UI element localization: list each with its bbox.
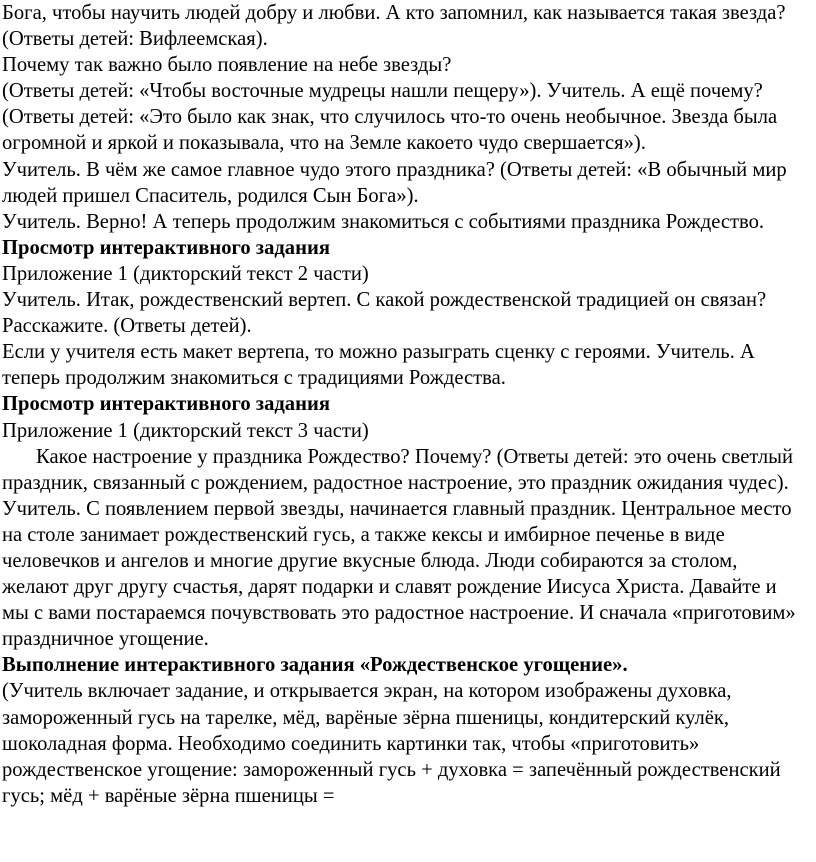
paragraph-children-answer-cave xyxy=(2,78,812,104)
text-line: Приложение 1 (дикторский текст 2 части) xyxy=(2,262,369,285)
text-line: праздник, связанный с рождением, радостное настроение, это праздник ожидания чудес). xyxy=(2,471,789,494)
text-line: гусь; мёд + варёные зёрна пшеницы = xyxy=(2,784,335,807)
heading-text: Просмотр интерактивного задания xyxy=(2,393,330,416)
text-line: Расскажите. (Ответы детей). xyxy=(2,315,252,338)
paragraph-nativity-scene xyxy=(2,287,812,339)
paragraph-task-description xyxy=(2,678,812,808)
text-line: праздничное угощение. xyxy=(2,628,209,651)
text-line: мы с вами постараемся почувствовать это радостное настроение. И сначала «приготовим» xyxy=(2,602,796,625)
text-line: Учитель. В чём же самое главное чудо этого праздника? (Ответы детей: «В обычный мир xyxy=(2,158,787,181)
text-line: Учитель. С появлением первой звезды, начинается главный праздник. Центральное место xyxy=(2,497,792,520)
text-line: Учитель. Верно! А теперь продолжим знакомиться с событиями праздника Рождество. xyxy=(2,210,765,233)
text-line: (Ответы детей: «Это было как знак, что случилось что-то очень необычное. Звезда была xyxy=(2,106,778,129)
text-line: Почему так важно было появление на небе звезды? xyxy=(2,54,452,77)
paragraph-appendix-part-3 xyxy=(2,418,812,444)
paragraph-why-star xyxy=(2,52,812,78)
heading-interactive-view-1 xyxy=(2,235,812,261)
paragraph-appendix-part-2 xyxy=(2,261,812,287)
heading-task-christmas-treat xyxy=(2,652,812,678)
document-page xyxy=(2,0,812,809)
heading-text: Выполнение интерактивного задания «Рождественское угощение». xyxy=(2,654,628,677)
text-line: (Учитель включает задание, и открывается экран, на котором изображены духовка, xyxy=(2,680,732,703)
text-line: теперь продолжим знакомиться с традициями Рождества. xyxy=(2,367,506,390)
text-line: рождественское угощение: замороженный гусь + духовка = запечённый рождественский xyxy=(2,758,781,781)
paragraph-nativity-model xyxy=(2,339,812,391)
text-line: людей пришел Спаситель, родился Сын Бога»). xyxy=(2,184,419,207)
text-line: желают друг другу счастья, дарят подарки и славят рождение Иисуса Христа. Давайте и xyxy=(2,576,777,599)
paragraph-children-answer-sign xyxy=(2,104,812,156)
text-line: (Ответы детей: Вифлеемская). xyxy=(2,28,268,51)
text-line: на столе занимает рождественский гусь, а также кексы и имбирное печенье в виде xyxy=(2,523,725,546)
text-line: человечков и ангелов и многие другие вкусные блюда. Люди собираются за столом, xyxy=(2,549,738,572)
text-line: Какое настроение у праздника Рождество? Почему? (Ответы детей: это очень светлый xyxy=(36,445,794,468)
text-line: Бога, чтобы научить людей добру и любви. А кто запомнил, как называется такая звезда? xyxy=(2,2,786,24)
paragraph-continue-events xyxy=(2,209,812,235)
text-line: шоколадная форма. Необходимо соединить картинки так, чтобы «приготовить» xyxy=(2,732,700,755)
paragraph-main-miracle xyxy=(2,157,812,209)
paragraph-star-question xyxy=(2,0,812,52)
heading-text: Просмотр интерактивного задания xyxy=(2,236,330,259)
text-line: (Ответы детей: «Чтобы восточные мудрецы нашли пещеру»). Учитель. А ещё почему? xyxy=(2,80,763,103)
paragraph-christmas-mood xyxy=(2,444,812,653)
heading-interactive-view-2 xyxy=(2,391,812,417)
text-line: Учитель. Итак, рождественский вертеп. С какой рождественской традицией он связан? xyxy=(2,289,767,312)
text-line: Если у учителя есть макет вертепа, то можно разыграть сценку с героями. Учитель. А xyxy=(2,341,755,364)
text-line: Приложение 1 (дикторский текст 3 части) xyxy=(2,419,369,442)
text-line: замороженный гусь на тарелке, мёд, варёные зёрна пшеницы, кондитерский кулёк, xyxy=(2,706,730,729)
text-line: огромной и яркой и показывала, что на Земле какоето чудо свершается»). xyxy=(2,132,646,155)
